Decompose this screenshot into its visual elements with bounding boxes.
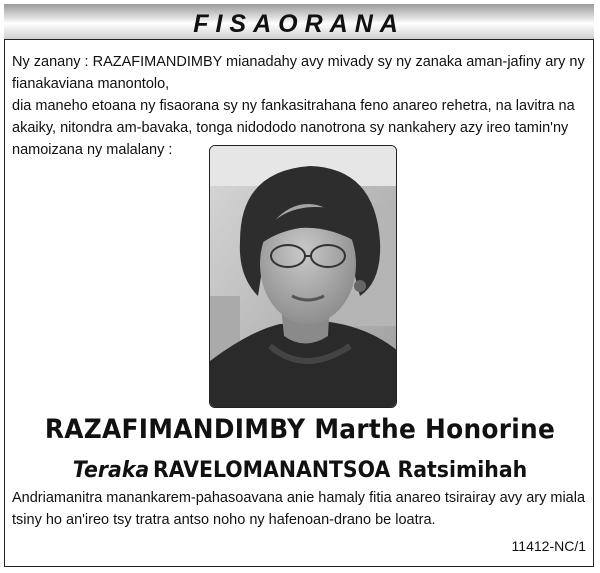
- notice-title: FISAORANA: [193, 10, 405, 38]
- header-banner: [4, 4, 594, 40]
- deceased-name: RAZAFIMANDIMBY Marthe Honorine: [44, 414, 556, 445]
- maiden-name: RAVELOMANANTSOA Ratsimihah: [152, 458, 528, 483]
- portrait-image: [210, 146, 397, 408]
- closing-text: Andriamanitra manankarem-pahasoavana anie hamaly fitia anareo tsirairay avy ary miala tsiny ho an'ireo tsy tratra antso noho ny hafenoan-drano be loatra.: [12, 490, 586, 528]
- portrait-photo: [209, 145, 397, 408]
- maiden-prefix: Teraka: [72, 458, 150, 483]
- reference-code: 11412-NC/1: [511, 538, 586, 554]
- intro-line-1: Ny zanany : RAZAFIMANDIMBY mianadahy avy mivady sy ny zanaka aman-jafiny ary ny fianakaviana manontolo,: [12, 54, 585, 92]
- intro-line-2: dia maneho etoana ny fisaorana sy ny fankasitrahana feno anareo rehetra, na lavitra na akaiky, nitondra am-bavaka, tonga nidododo nanotrona sy nankahery azy ireo tamin'ny namoizana ny malalany :: [12, 98, 575, 158]
- maiden-name-line: [21, 458, 579, 483]
